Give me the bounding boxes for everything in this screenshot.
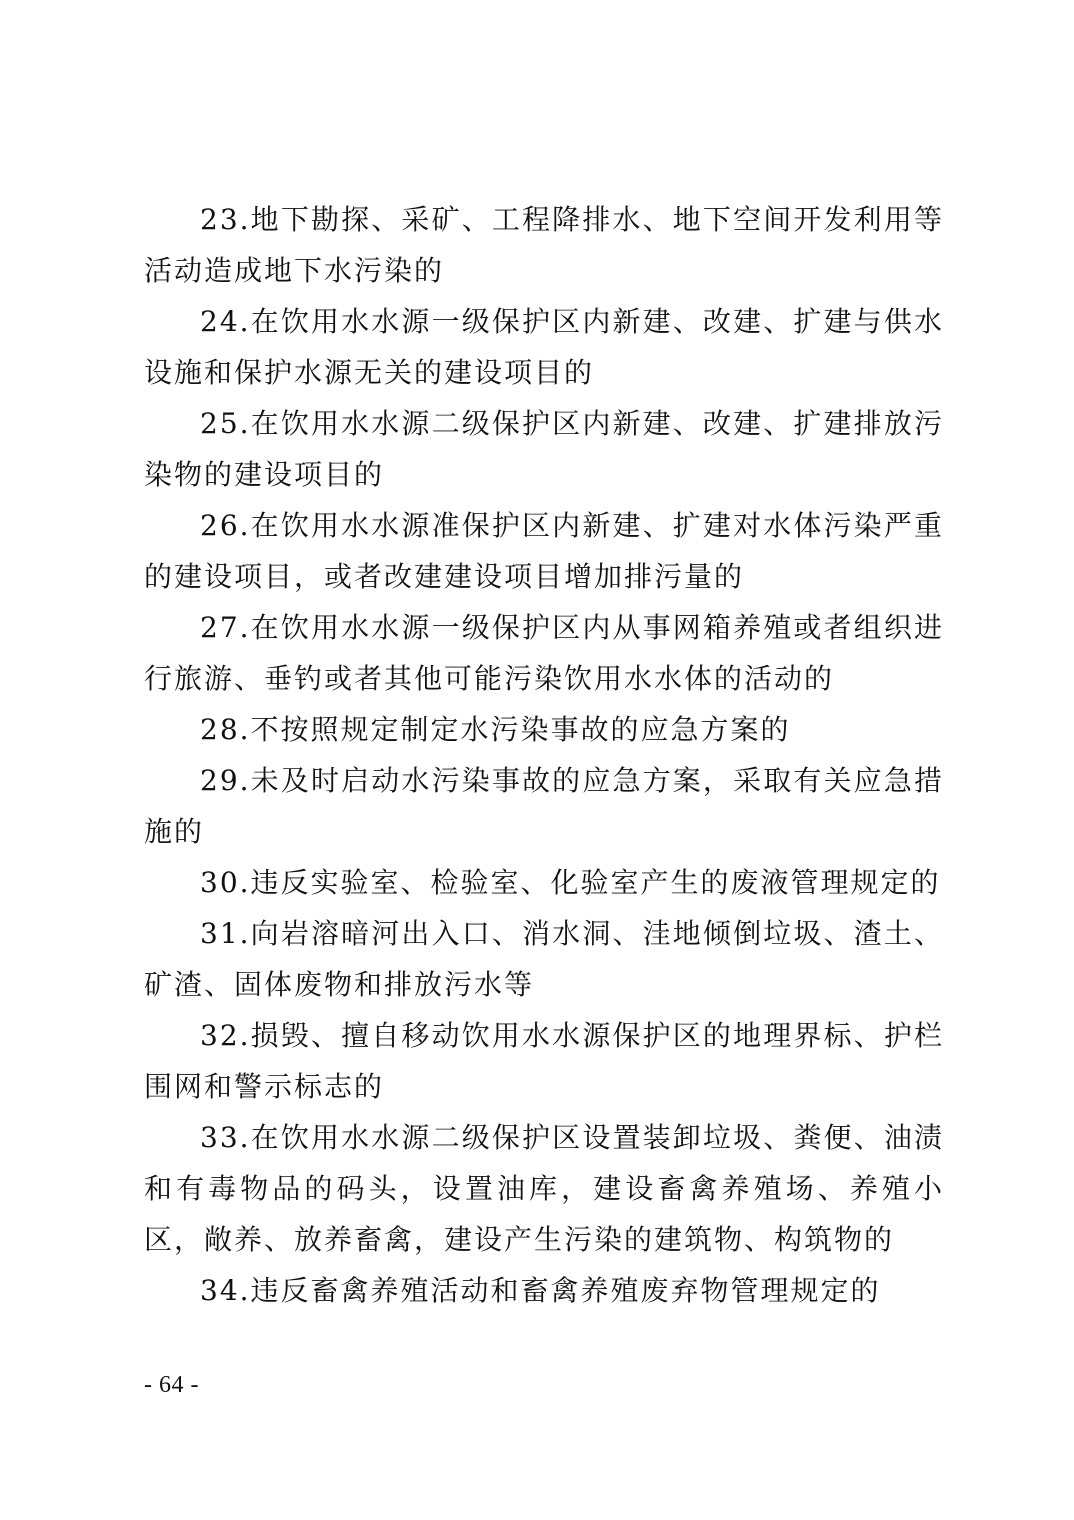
list-item: 34.违反畜禽养殖活动和畜禽养殖废弃物管理规定的 [200, 1274, 881, 1307]
page-number: - 64 - [144, 1372, 199, 1398]
list-item: 31.向岩溶暗河出入口、消水洞、洼地倾倒垃圾、渣土、矿渣、固体废物和排放污水等 [144, 917, 944, 1001]
list-item: 30.违反实验室、检验室、化验室产生的废液管理规定的 [200, 866, 941, 899]
list-item: 29.未及时启动水污染事故的应急方案，采取有关应急措施的 [144, 764, 944, 848]
list-item: 28.不按照规定制定水污染事故的应急方案的 [200, 713, 791, 746]
list-item: 24.在饮用水水源一级保护区内新建、改建、扩建与供水设施和保护水源无关的建设项目的 [144, 305, 944, 389]
list-item: 26.在饮用水水源准保护区内新建、扩建对水体污染严重的建设项目，或者改建建设项目增加排污量的 [144, 509, 944, 593]
list-item: 25.在饮用水水源二级保护区内新建、改建、扩建排放污染物的建设项目的 [144, 407, 944, 491]
document-body [144, 194, 944, 1316]
list-item: 32.损毁、擅自移动饮用水水源保护区的地理界标、护栏围网和警示标志的 [144, 1019, 944, 1103]
list-item: 33.在饮用水水源二级保护区设置装卸垃圾、粪便、油渍和有毒物品的码头，设置油库，建设畜禽养殖场、养殖小区，敞养、放养畜禽，建设产生污染的建筑物、构筑物的 [144, 1121, 944, 1256]
list-item: 23.地下勘探、采矿、工程降排水、地下空间开发利用等活动造成地下水污染的 [144, 203, 944, 287]
list-item: 27.在饮用水水源一级保护区内从事网箱养殖或者组织进行旅游、垂钓或者其他可能污染饮用水水体的活动的 [144, 611, 944, 695]
